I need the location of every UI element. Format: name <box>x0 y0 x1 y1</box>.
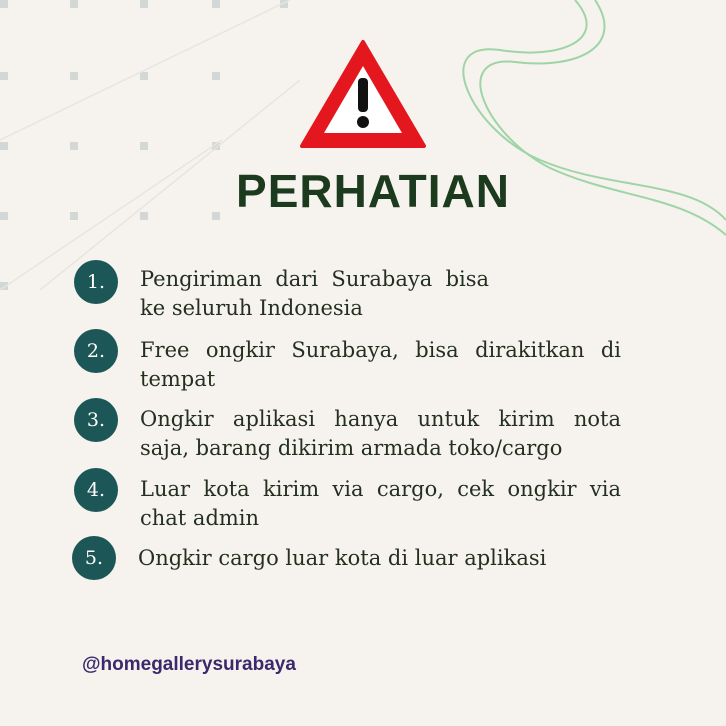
list-item-text <box>140 265 621 323</box>
number-badge: 1. <box>74 260 118 304</box>
dot-grid <box>0 0 288 290</box>
list-item-line: chat admin <box>140 506 260 530</box>
list-item-line: ke seluruh Indonesia <box>140 296 363 320</box>
list-item-line: saja, barang dikirim armada toko/cargo <box>140 436 563 460</box>
list-item-text <box>140 475 621 533</box>
warning-triangle-icon <box>298 38 428 150</box>
list-item-line: Luar kota kirim via cargo, cek ongkir via <box>140 477 621 501</box>
list-item-line: Ongkir cargo luar kota di luar aplikasi <box>138 546 547 570</box>
social-handle: @homegallerysurabaya <box>82 654 296 675</box>
number-badge: 5. <box>72 536 116 580</box>
list-item-line: Pengiriman dari Surabaya bisa <box>140 267 490 291</box>
list-item-line: Free ongkir Surabaya, bisa dirakitkan di <box>140 338 621 362</box>
list-item-text <box>140 336 621 394</box>
number-badge: 4. <box>74 468 118 512</box>
number-badge: 2. <box>74 329 118 373</box>
list-item-text <box>138 544 619 573</box>
list-item-text <box>140 405 621 463</box>
list-item-line: Ongkir aplikasi hanya untuk kirim nota <box>140 407 621 431</box>
number-badge: 3. <box>74 398 118 442</box>
list-item-line: tempat <box>140 367 216 391</box>
diagonal-lines <box>0 0 300 290</box>
page-title: PERHATIAN <box>236 165 510 217</box>
